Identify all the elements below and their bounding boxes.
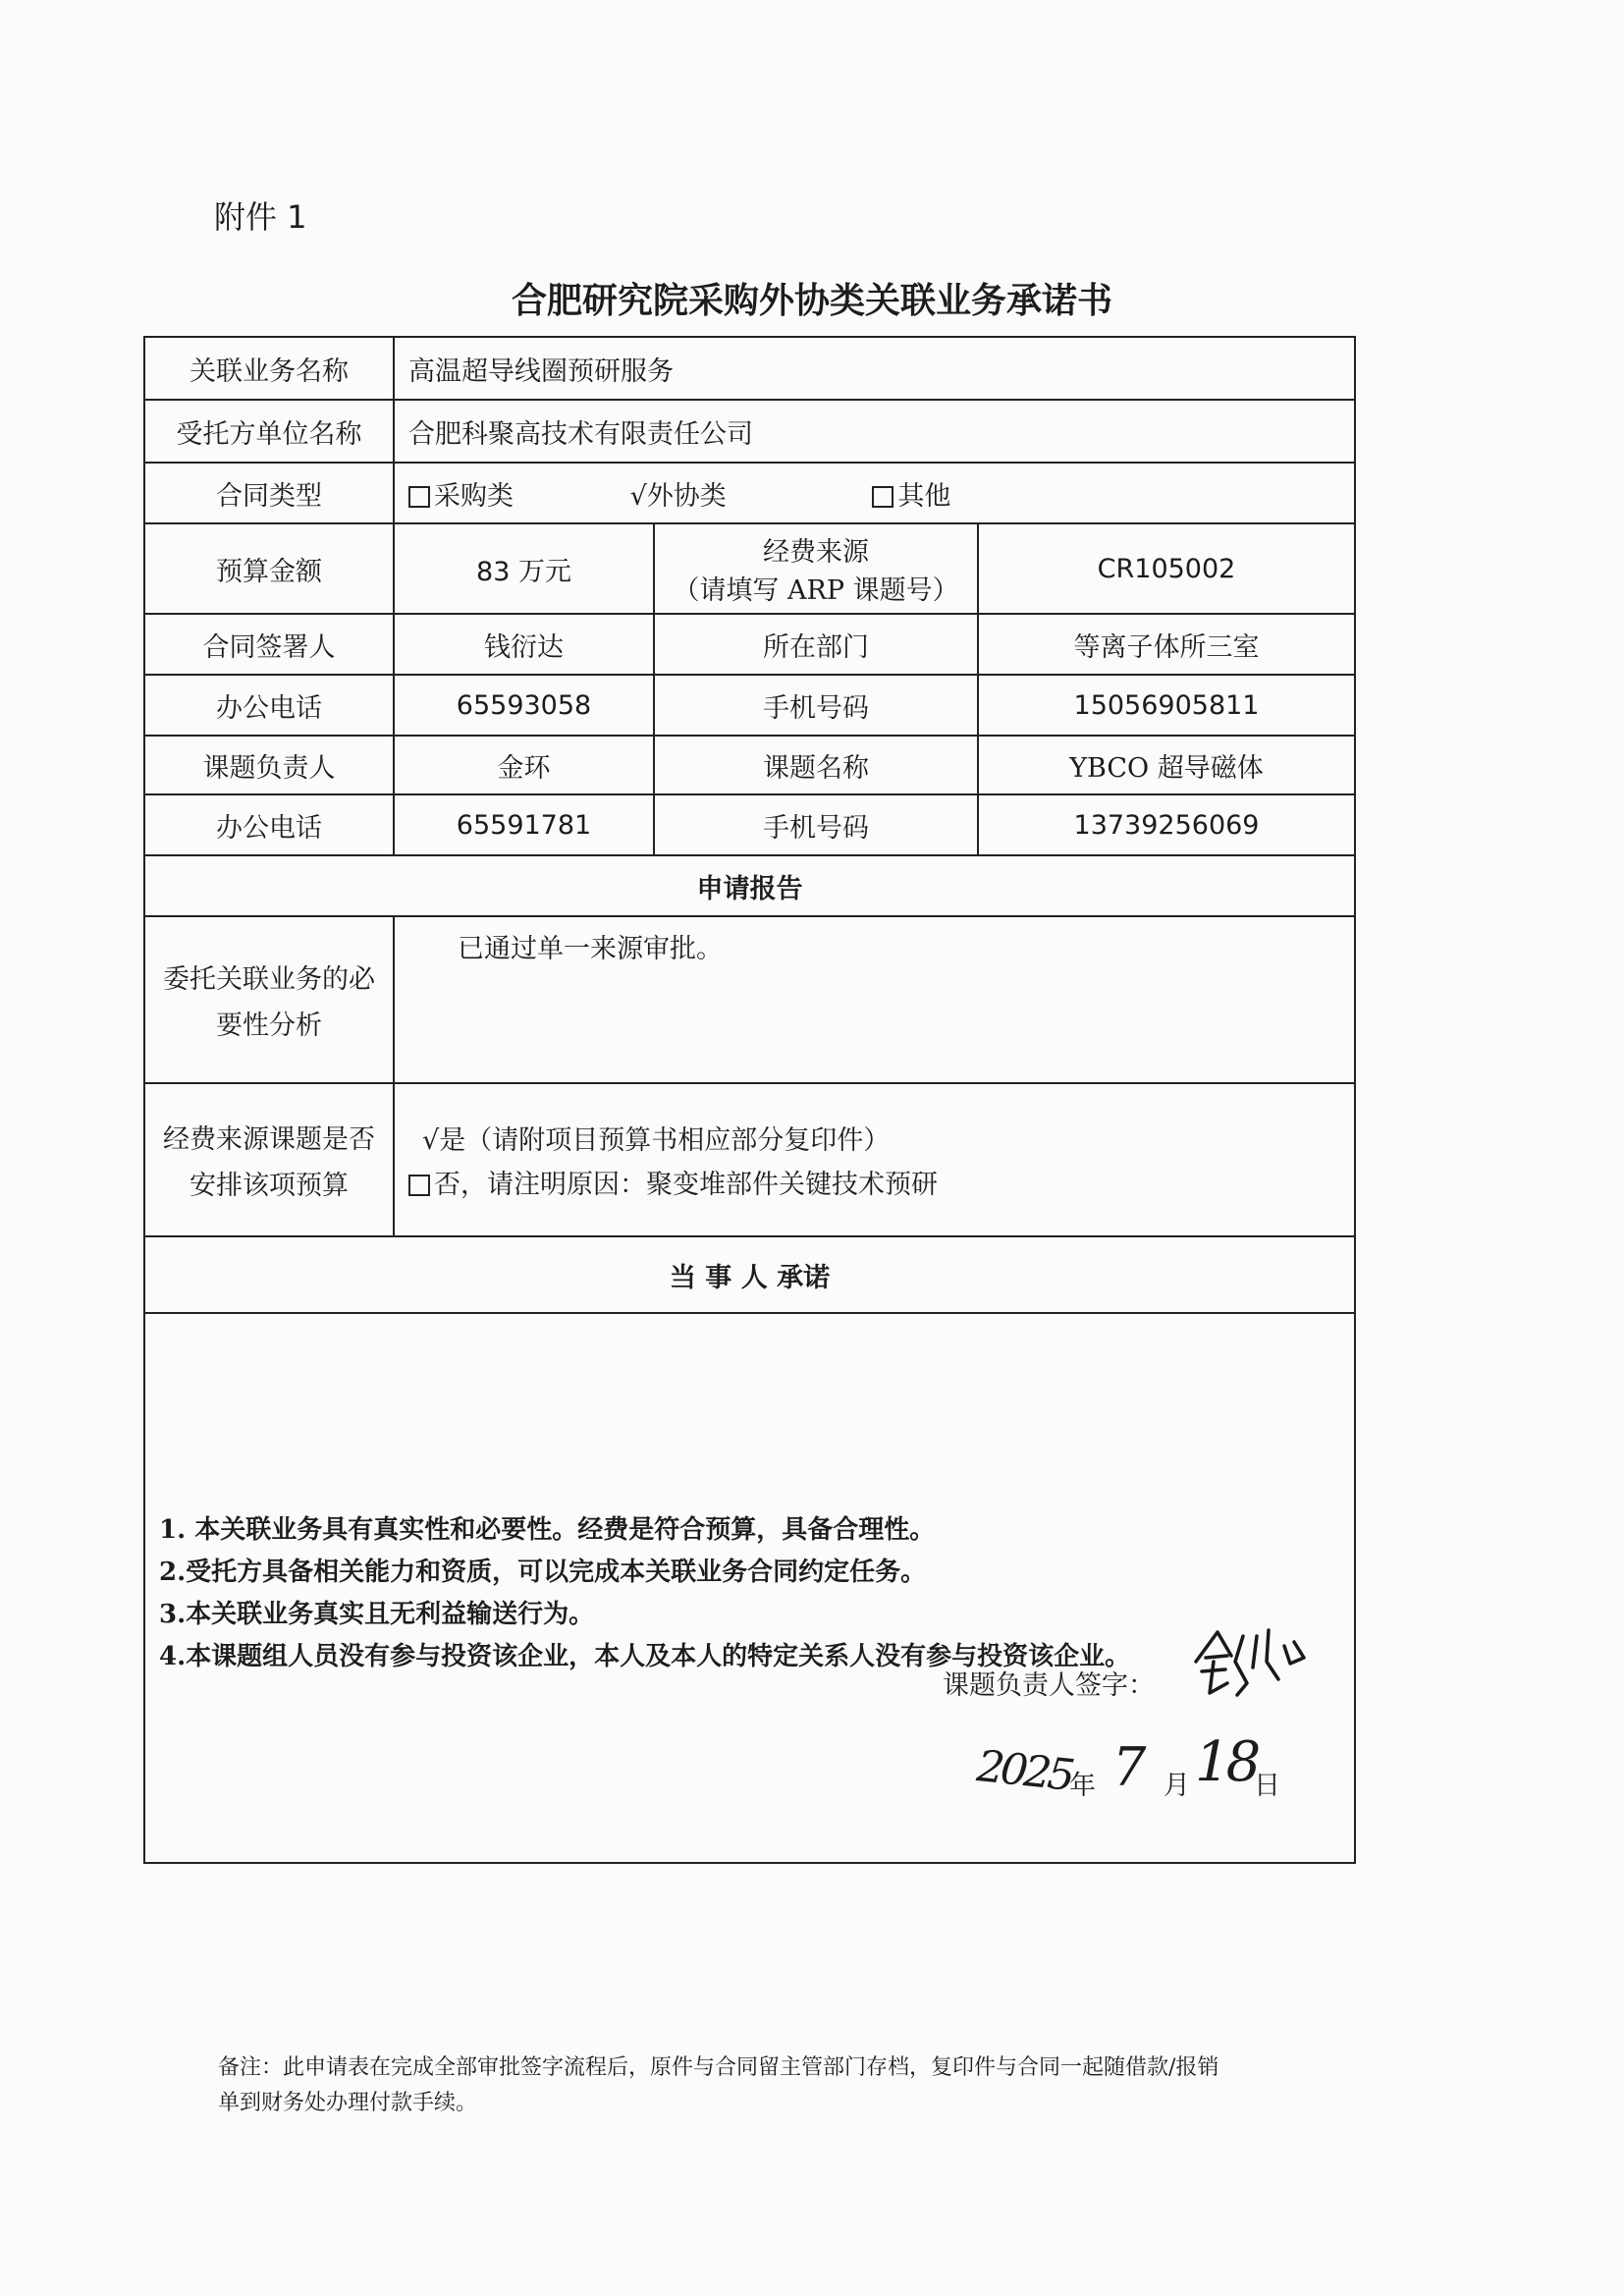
signer-value: 钱衍达 [394, 614, 654, 675]
promise-item-3: 3.本关联业务真实且无利益输送行为。 [159, 1600, 595, 1629]
option-other[interactable] [872, 474, 950, 513]
budget-arranged-options [394, 1083, 1355, 1236]
necessity-label-line-2: 要性分析 [216, 1011, 322, 1041]
row-business-name [144, 337, 1355, 400]
business-name-value: 高温超导线圈预研服务 [394, 337, 1355, 400]
fund-source-label-line-1: 经费来源 [763, 537, 869, 568]
row-signer-phones [144, 675, 1355, 736]
date-day-unit: 日 [1254, 1771, 1280, 1801]
row-leader [144, 736, 1355, 794]
leader-mobile-label: 手机号码 [654, 794, 978, 855]
date-day: 18 [1195, 1730, 1258, 1794]
row-promise-header [144, 1236, 1355, 1313]
budget-label: 预算金额 [144, 523, 394, 614]
leader-office-phone-label: 办公电话 [144, 794, 394, 855]
other-checkbox[interactable] [872, 486, 893, 508]
signer-label: 合同签署人 [144, 614, 394, 675]
promise-item-4: 4.本课题组人员没有参与投资该企业，本人及本人的特定关系人没有参与投资该企业。 [159, 1642, 1131, 1671]
leader-mobile: 13739256069 [978, 794, 1355, 855]
project-name-label: 课题名称 [654, 736, 978, 794]
option-other-label: 其他 [897, 480, 951, 512]
dept-label: 所在部门 [654, 614, 978, 675]
fund-source-label [654, 523, 978, 614]
row-contract-type [144, 463, 1355, 523]
option-outsourcing-label: 外协类 [646, 480, 727, 512]
budget-arranged-label [144, 1083, 394, 1236]
promise-section-title: 当 事 人 承诺 [144, 1236, 1355, 1313]
row-entrustee [144, 400, 1355, 463]
promise-item-1: 1. 本关联业务具有真实性和必要性。经费是符合预算，具备合理性。 [159, 1515, 936, 1545]
handwritten-signature [1188, 1622, 1316, 1701]
project-name-value: YBCO 超导磁体 [978, 736, 1355, 794]
leader-value: 金环 [394, 736, 654, 794]
yes-check-mark: √ [422, 1125, 440, 1156]
yes-option-text: 是（请附项目预算书相应部分复印件） [439, 1125, 891, 1156]
row-budget-arranged [144, 1083, 1355, 1236]
option-purchase[interactable] [408, 474, 514, 513]
entrustee-label: 受托方单位名称 [144, 400, 394, 463]
signer-mobile-label: 手机号码 [654, 675, 978, 736]
commitment-form [143, 336, 1356, 1864]
necessity-text: 已通过单一来源审批。 [394, 916, 1355, 1083]
application-section-title: 申请报告 [144, 855, 1355, 916]
no-option-text: 否，请注明原因：聚变堆部件关键技术预研 [434, 1170, 938, 1200]
necessity-label-line-1: 委托关联业务的必 [163, 964, 375, 995]
option-purchase-label: 采购类 [434, 480, 514, 512]
signer-office-phone: 65593058 [394, 675, 654, 736]
date-month-unit: 月 [1164, 1771, 1190, 1801]
dept-value: 等离子体所三室 [978, 614, 1355, 675]
option-outsourcing[interactable] [630, 474, 727, 513]
outsourcing-check-mark: √ [629, 480, 647, 512]
footer-note-line-1: 备注：此申请表在完成全部审批签字流程后，原件与合同留主管部门存档，复印件与合同一起随借款/报销 [218, 2055, 1219, 2080]
signature-label: 课题负责人签字： [943, 1670, 1155, 1701]
signer-office-phone-label: 办公电话 [144, 675, 394, 736]
leader-label: 课题负责人 [144, 736, 394, 794]
signer-mobile: 15056905811 [978, 675, 1355, 736]
leader-office-phone: 65591781 [394, 794, 654, 855]
footer-note-line-2: 单到财务处办理付款手续。 [218, 2091, 478, 2115]
date-year: 2025 [974, 1741, 1074, 1801]
promise-item-2: 2.受托方具备相关能力和资质，可以完成本关联业务合同约定任务。 [159, 1558, 927, 1587]
date-year-unit: 年 [1069, 1771, 1096, 1801]
no-checkbox[interactable] [408, 1175, 430, 1196]
yes-option[interactable] [408, 1119, 1340, 1157]
row-signer [144, 614, 1355, 675]
footer-note [218, 2050, 1357, 2121]
budget-value: 83 万元 [394, 523, 654, 614]
row-application-header [144, 855, 1355, 916]
entrustee-value: 合肥科聚高技术有限责任公司 [394, 400, 1355, 463]
document-title: 合肥研究院采购外协类关联业务承诺书 [511, 281, 1112, 321]
purchase-checkbox[interactable] [408, 486, 430, 508]
budget-arranged-label-line-1: 经费来源课题是否 [163, 1124, 375, 1155]
budget-arranged-label-line-2: 安排该项预算 [189, 1171, 349, 1201]
row-leader-phones [144, 794, 1355, 855]
necessity-label [144, 916, 394, 1083]
row-necessity [144, 916, 1355, 1083]
no-option[interactable] [408, 1163, 1340, 1201]
fund-source-label-line-2: （请填写 ARP 课题号） [673, 575, 959, 606]
business-name-label: 关联业务名称 [144, 337, 394, 400]
contract-type-label: 合同类型 [144, 463, 394, 523]
date-month: 7 [1112, 1736, 1147, 1798]
row-budget [144, 523, 1355, 614]
fund-source-value: CR105002 [978, 523, 1355, 614]
attachment-label: 附件 1 [214, 198, 307, 236]
contract-type-options [394, 463, 1355, 523]
